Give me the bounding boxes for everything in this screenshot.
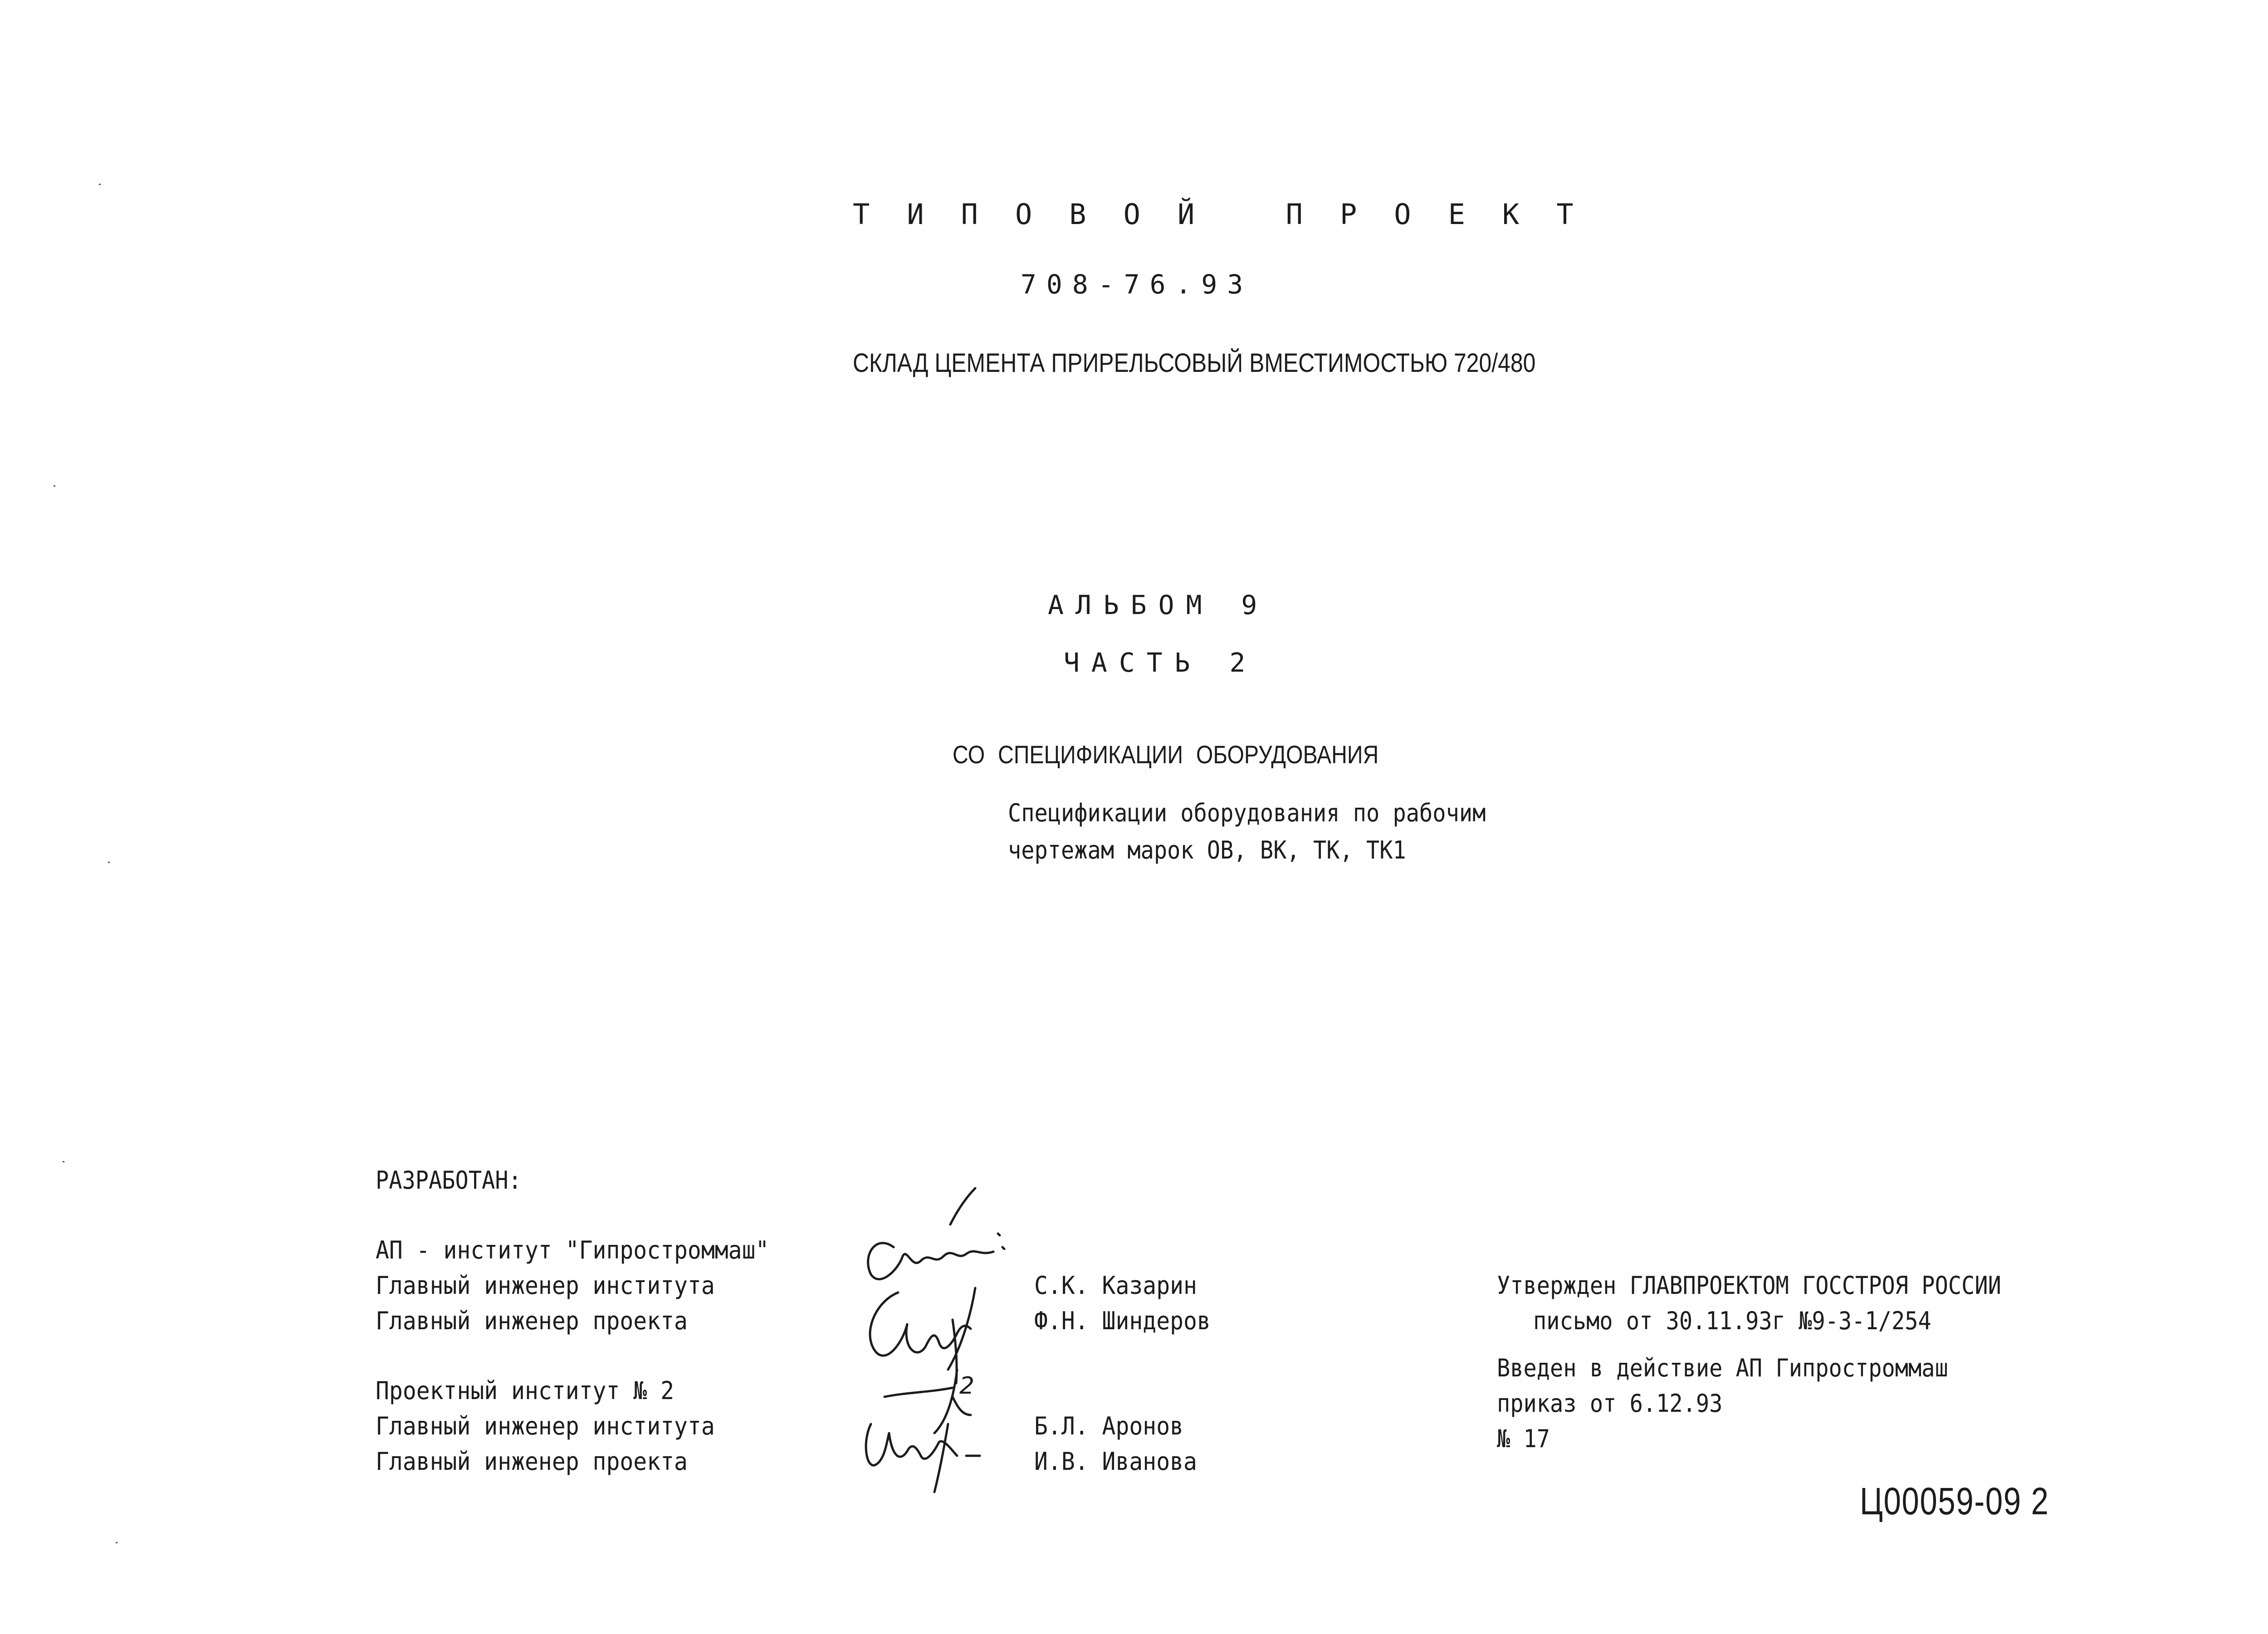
margin-speck bbox=[63, 1161, 64, 1162]
project-number: 708-76.93 bbox=[1021, 269, 1253, 300]
approval-line: Введен в действие АП Гипростроммаш bbox=[1497, 1354, 1948, 1382]
document-code: Ц00059-09 2 bbox=[1860, 1480, 2049, 1522]
approval-line: приказ от 6.12.93 bbox=[1497, 1389, 1723, 1418]
person-name: Б.Л. Аронов bbox=[1034, 1412, 1184, 1440]
person-name: С.К. Казарин bbox=[1034, 1271, 1197, 1300]
margin-speck bbox=[108, 862, 110, 863]
person-name: Ф.Н. Шиндеров bbox=[1034, 1307, 1211, 1335]
person-name: И.В. Иванова bbox=[1034, 1447, 1197, 1476]
margin-speck bbox=[99, 184, 101, 185]
approval-line: Утвержден ГЛАВПРОЕКТОМ ГОССТРОЯ РОССИИ bbox=[1497, 1271, 2001, 1300]
signature-mark: 2 bbox=[959, 1372, 975, 1400]
approval-line: № 17 bbox=[1497, 1424, 1550, 1453]
org-name: Проектный институт № 2 bbox=[376, 1376, 675, 1405]
part-label: ЧАСТЬ 2 bbox=[1064, 647, 1257, 678]
handwritten-signatures bbox=[844, 1179, 1052, 1515]
approval-line: письмо от 30.11.93г №9-3-1/254 bbox=[1533, 1307, 1931, 1335]
margin-speck bbox=[116, 1542, 117, 1543]
org-name: АП - институт "Гипростроммаш" bbox=[376, 1236, 769, 1264]
section-title: СО СПЕЦИФИКАЦИИ ОБОРУДОВАНИЯ bbox=[953, 740, 1379, 769]
description-line: Спецификации оборудования по рабочим bbox=[1008, 799, 1486, 827]
role-label: Главный инженер проекта bbox=[376, 1447, 688, 1476]
role-label: Главный инженер института bbox=[376, 1412, 715, 1440]
developed-by-label: РАЗРАБОТАН: bbox=[376, 1166, 522, 1195]
document-title: ТИПОВОЙ ПРОЕКТ bbox=[853, 198, 1611, 231]
role-label: Главный инженер проекта bbox=[376, 1307, 688, 1335]
project-name: СКЛАД ЦЕМЕНТА ПРИРЕЛЬСОВЫЙ ВМЕСТИМОСТЬЮ 720/480 bbox=[853, 348, 1536, 378]
album-label: АЛЬБОМ 9 bbox=[1048, 590, 1269, 620]
margin-speck bbox=[54, 485, 55, 487]
description-line: чертежам марок ОВ, ВК, ТК, ТК1 bbox=[1008, 836, 1406, 864]
role-label: Главный инженер института bbox=[376, 1271, 715, 1300]
